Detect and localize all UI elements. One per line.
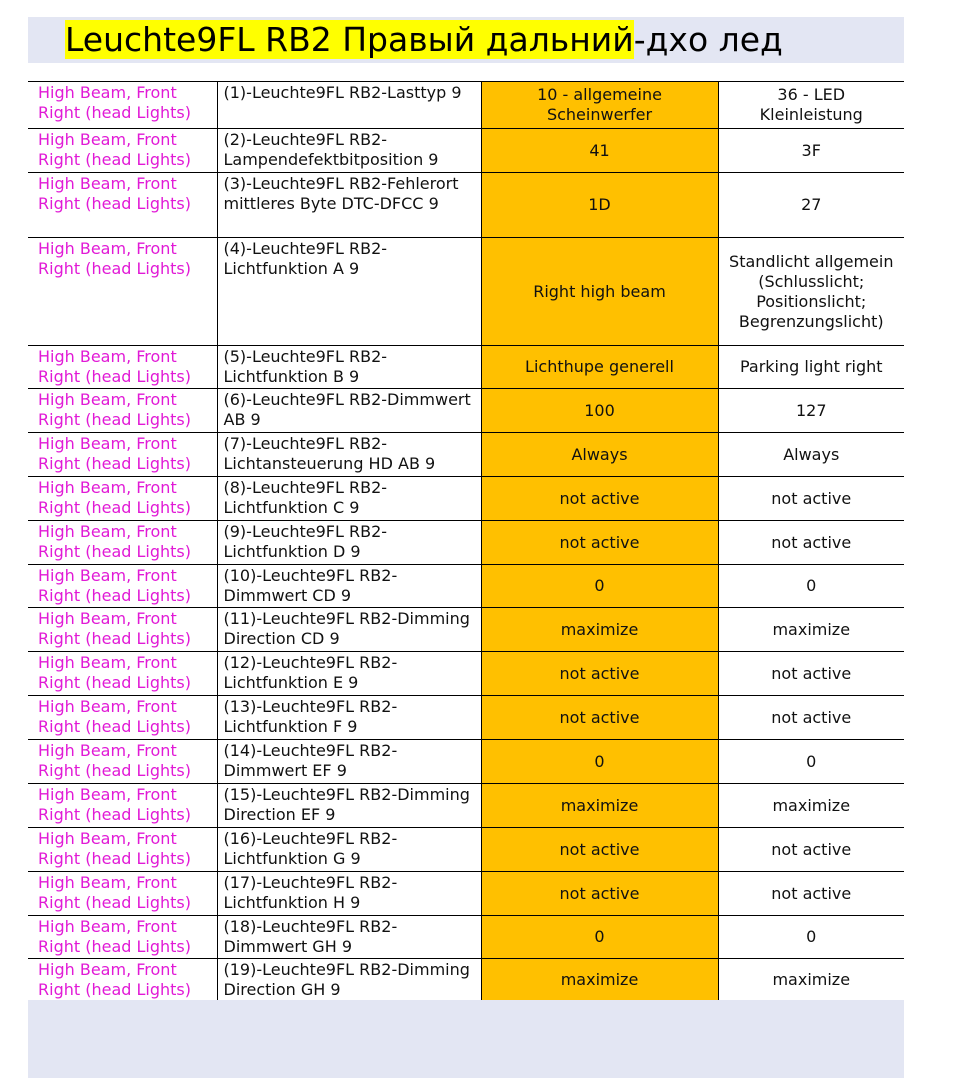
parameter-cell: (1)-Leuchte9FL RB2-Lasttyp 9 bbox=[217, 82, 481, 129]
table-row bbox=[28, 173, 904, 238]
table-row bbox=[28, 872, 904, 916]
new-value-cell: Right high beam bbox=[481, 238, 718, 346]
system-cell: High Beam, Front Right (head Lights) bbox=[28, 477, 217, 521]
system-cell: High Beam, Front Right (head Lights) bbox=[28, 565, 217, 608]
old-value-cell: not active bbox=[718, 696, 904, 740]
system-cell: High Beam, Front Right (head Lights) bbox=[28, 696, 217, 740]
old-value-cell: 36 - LED Kleinleistung bbox=[718, 82, 904, 129]
new-value-cell: 0 bbox=[481, 916, 718, 959]
new-value-cell: Lichthupe generell bbox=[481, 346, 718, 389]
page-title-rest: -дхо лед bbox=[633, 20, 783, 59]
parameter-cell: (5)-Leuchte9FL RB2-Lichtfunktion B 9 bbox=[217, 346, 481, 389]
old-value-cell: maximize bbox=[718, 959, 904, 1002]
page-title bbox=[65, 17, 783, 63]
parameter-cell: (2)-Leuchte9FL RB2-Lampendefektbitposition 9 bbox=[217, 129, 481, 173]
table-row bbox=[28, 129, 904, 173]
system-cell: High Beam, Front Right (head Lights) bbox=[28, 740, 217, 784]
table-row bbox=[28, 433, 904, 477]
new-value-cell: not active bbox=[481, 828, 718, 872]
system-cell: High Beam, Front Right (head Lights) bbox=[28, 173, 217, 238]
parameter-cell: (14)-Leuchte9FL RB2-Dimmwert EF 9 bbox=[217, 740, 481, 784]
bottom-band bbox=[28, 1000, 904, 1078]
parameter-cell: (7)-Leuchte9FL RB2-Lichtansteuerung HD AB 9 bbox=[217, 433, 481, 477]
system-cell: High Beam, Front Right (head Lights) bbox=[28, 828, 217, 872]
new-value-cell: maximize bbox=[481, 784, 718, 828]
table-row bbox=[28, 740, 904, 784]
system-cell: High Beam, Front Right (head Lights) bbox=[28, 129, 217, 173]
new-value-cell: maximize bbox=[481, 608, 718, 652]
parameter-cell: (19)-Leuchte9FL RB2-Dimming Direction GH 9 bbox=[217, 959, 481, 1002]
table-row bbox=[28, 828, 904, 872]
table-row bbox=[28, 652, 904, 696]
new-value-cell: 0 bbox=[481, 565, 718, 608]
old-value-cell: Standlicht allgemein (Schlusslicht; Positionslicht; Begrenzungslicht) bbox=[718, 238, 904, 346]
parameter-cell: (10)-Leuchte9FL RB2-Dimmwert CD 9 bbox=[217, 565, 481, 608]
table-row bbox=[28, 608, 904, 652]
system-cell: High Beam, Front Right (head Lights) bbox=[28, 916, 217, 959]
page-title-highlighted: Leuchte9FL RB2 Правый дальний bbox=[65, 20, 634, 59]
new-value-cell: maximize bbox=[481, 959, 718, 1002]
new-value-cell: not active bbox=[481, 872, 718, 916]
table-row bbox=[28, 959, 904, 1002]
new-value-cell: 10 - allgemeine Scheinwerfer bbox=[481, 82, 718, 129]
parameter-cell: (12)-Leuchte9FL RB2-Lichtfunktion E 9 bbox=[217, 652, 481, 696]
system-cell: High Beam, Front Right (head Lights) bbox=[28, 652, 217, 696]
new-value-cell: Always bbox=[481, 433, 718, 477]
title-band bbox=[28, 17, 904, 63]
new-value-cell: 41 bbox=[481, 129, 718, 173]
system-cell: High Beam, Front Right (head Lights) bbox=[28, 784, 217, 828]
old-value-cell: not active bbox=[718, 872, 904, 916]
table-row bbox=[28, 784, 904, 828]
table-row bbox=[28, 521, 904, 565]
old-value-cell: Always bbox=[718, 433, 904, 477]
new-value-cell: not active bbox=[481, 477, 718, 521]
system-cell: High Beam, Front Right (head Lights) bbox=[28, 238, 217, 346]
table-row bbox=[28, 346, 904, 389]
old-value-cell: not active bbox=[718, 828, 904, 872]
old-value-cell: 127 bbox=[718, 389, 904, 433]
system-cell: High Beam, Front Right (head Lights) bbox=[28, 82, 217, 129]
system-cell: High Beam, Front Right (head Lights) bbox=[28, 521, 217, 565]
parameter-cell: (11)-Leuchte9FL RB2-Dimming Direction CD 9 bbox=[217, 608, 481, 652]
table-row bbox=[28, 82, 904, 129]
parameter-cell: (6)-Leuchte9FL RB2-Dimmwert AB 9 bbox=[217, 389, 481, 433]
new-value-cell: 1D bbox=[481, 173, 718, 238]
system-cell: High Beam, Front Right (head Lights) bbox=[28, 608, 217, 652]
new-value-cell: not active bbox=[481, 652, 718, 696]
coding-table-body bbox=[28, 82, 904, 1002]
parameter-cell: (3)-Leuchte9FL RB2-Fehlerort mittleres Byte DTC-DFCC 9 bbox=[217, 173, 481, 238]
new-value-cell: 100 bbox=[481, 389, 718, 433]
coding-table-container bbox=[28, 81, 904, 1000]
old-value-cell: not active bbox=[718, 652, 904, 696]
parameter-cell: (17)-Leuchte9FL RB2-Lichtfunktion H 9 bbox=[217, 872, 481, 916]
system-cell: High Beam, Front Right (head Lights) bbox=[28, 389, 217, 433]
old-value-cell: not active bbox=[718, 521, 904, 565]
coding-table bbox=[28, 81, 904, 1002]
parameter-cell: (4)-Leuchte9FL RB2-Lichtfunktion A 9 bbox=[217, 238, 481, 346]
table-row bbox=[28, 696, 904, 740]
new-value-cell: not active bbox=[481, 696, 718, 740]
parameter-cell: (18)-Leuchte9FL RB2-Dimmwert GH 9 bbox=[217, 916, 481, 959]
old-value-cell: maximize bbox=[718, 608, 904, 652]
old-value-cell: not active bbox=[718, 477, 904, 521]
system-cell: High Beam, Front Right (head Lights) bbox=[28, 346, 217, 389]
old-value-cell: 27 bbox=[718, 173, 904, 238]
system-cell: High Beam, Front Right (head Lights) bbox=[28, 433, 217, 477]
old-value-cell: 0 bbox=[718, 916, 904, 959]
system-cell: High Beam, Front Right (head Lights) bbox=[28, 872, 217, 916]
parameter-cell: (16)-Leuchte9FL RB2-Lichtfunktion G 9 bbox=[217, 828, 481, 872]
table-row bbox=[28, 389, 904, 433]
old-value-cell: 3F bbox=[718, 129, 904, 173]
old-value-cell: 0 bbox=[718, 565, 904, 608]
old-value-cell: maximize bbox=[718, 784, 904, 828]
table-row bbox=[28, 477, 904, 521]
parameter-cell: (8)-Leuchte9FL RB2-Lichtfunktion C 9 bbox=[217, 477, 481, 521]
old-value-cell: Parking light right bbox=[718, 346, 904, 389]
table-row bbox=[28, 565, 904, 608]
table-row bbox=[28, 238, 904, 346]
new-value-cell: not active bbox=[481, 521, 718, 565]
parameter-cell: (13)-Leuchte9FL RB2-Lichtfunktion F 9 bbox=[217, 696, 481, 740]
system-cell: High Beam, Front Right (head Lights) bbox=[28, 959, 217, 1002]
parameter-cell: (15)-Leuchte9FL RB2-Dimming Direction EF 9 bbox=[217, 784, 481, 828]
new-value-cell: 0 bbox=[481, 740, 718, 784]
table-row bbox=[28, 916, 904, 959]
parameter-cell: (9)-Leuchte9FL RB2-Lichtfunktion D 9 bbox=[217, 521, 481, 565]
old-value-cell: 0 bbox=[718, 740, 904, 784]
